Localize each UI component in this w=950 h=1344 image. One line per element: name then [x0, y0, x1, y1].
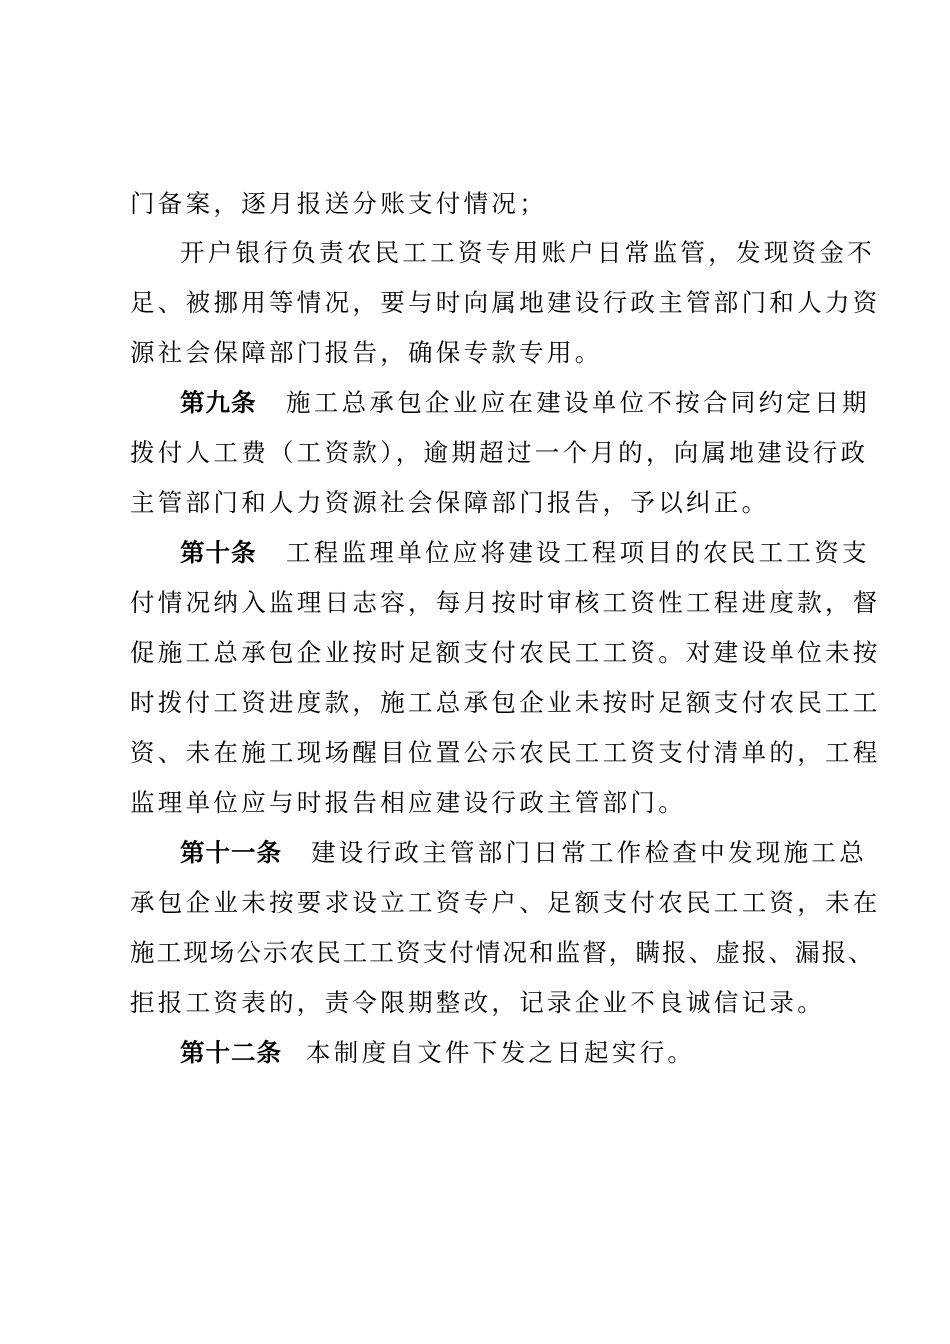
- text-line: [0, 483, 950, 523]
- paragraph-text: 门备案，逐月报送分账支付情况；: [130, 189, 547, 218]
- paragraph-text: 时拨付工资进度款，施工总承包企业未按时足额支付农民工工: [130, 688, 881, 717]
- text-line: [0, 683, 950, 723]
- text-line: [0, 233, 950, 273]
- paragraph-text: 建设行政主管部门日常工作检查中发现施工总: [311, 838, 867, 867]
- paragraph-text: 工程监理单位应将建设工程项目的农民工工资支: [286, 538, 870, 567]
- paragraph-text: 开户银行负责农民工工资专用账户日常监管，发现资金不: [180, 238, 875, 267]
- paragraph-text: 施工现场公示农民工工资支付情况和监督，瞒报、虚报、漏报、: [130, 938, 875, 967]
- paragraph-text: 资、未在施工现场醒目位置公示农民工工资支付清单的，工程: [130, 738, 881, 767]
- paragraph-text: 拒报工资表的，责令限期整改，记录企业不良诚信记录。: [130, 988, 825, 1017]
- paragraph-text: 主管部门和人力资源社会保障部门报告，予以纠正。: [130, 488, 770, 517]
- text-line: [0, 833, 950, 873]
- text-line: [0, 433, 950, 473]
- text-line: [0, 933, 950, 973]
- text-line: [0, 1033, 950, 1073]
- text-line: [0, 783, 950, 823]
- paragraph-text: 监理单位应与时报告相应建设行政主管部门。: [130, 788, 686, 817]
- text-line: [0, 733, 950, 773]
- text-line: [0, 583, 950, 623]
- text-line: [0, 633, 950, 673]
- article-heading: 第十二条: [180, 1038, 282, 1067]
- text-line: [0, 883, 950, 923]
- paragraph-text: 付情况纳入监理日志容，每月按时审核工资性工程进度款，督: [130, 588, 881, 617]
- text-line: [0, 983, 950, 1023]
- text-line: [0, 333, 950, 373]
- paragraph-text: 源社会保障部门报告，确保专款专用。: [130, 338, 603, 367]
- text-line: [0, 533, 950, 573]
- text-line: [0, 383, 950, 423]
- paragraph-text: 促施工总承包企业按时足额支付农民工工资。对建设单位未按: [130, 638, 881, 667]
- paragraph-text: 本制度自文件下发之日起实行。: [306, 1038, 696, 1067]
- article-heading: 第十条: [180, 538, 257, 567]
- text-line: [0, 184, 950, 224]
- paragraph-text: 拨付人工费（工资款），逾期超过一个月的，向属地建设行政: [130, 438, 869, 467]
- paragraph-text: 施工总承包企业应在建设单位不按合同约定日期: [286, 388, 870, 417]
- paragraph-text: 承包企业未按要求设立工资专户、足额支付农民工工资，未在: [130, 888, 881, 917]
- article-heading: 第十一条: [180, 838, 282, 867]
- article-heading: 第九条: [180, 388, 257, 417]
- text-line: [0, 283, 950, 323]
- paragraph-text: 足、被挪用等情况，要与时向属地建设行政主管部门和人力资: [130, 288, 881, 317]
